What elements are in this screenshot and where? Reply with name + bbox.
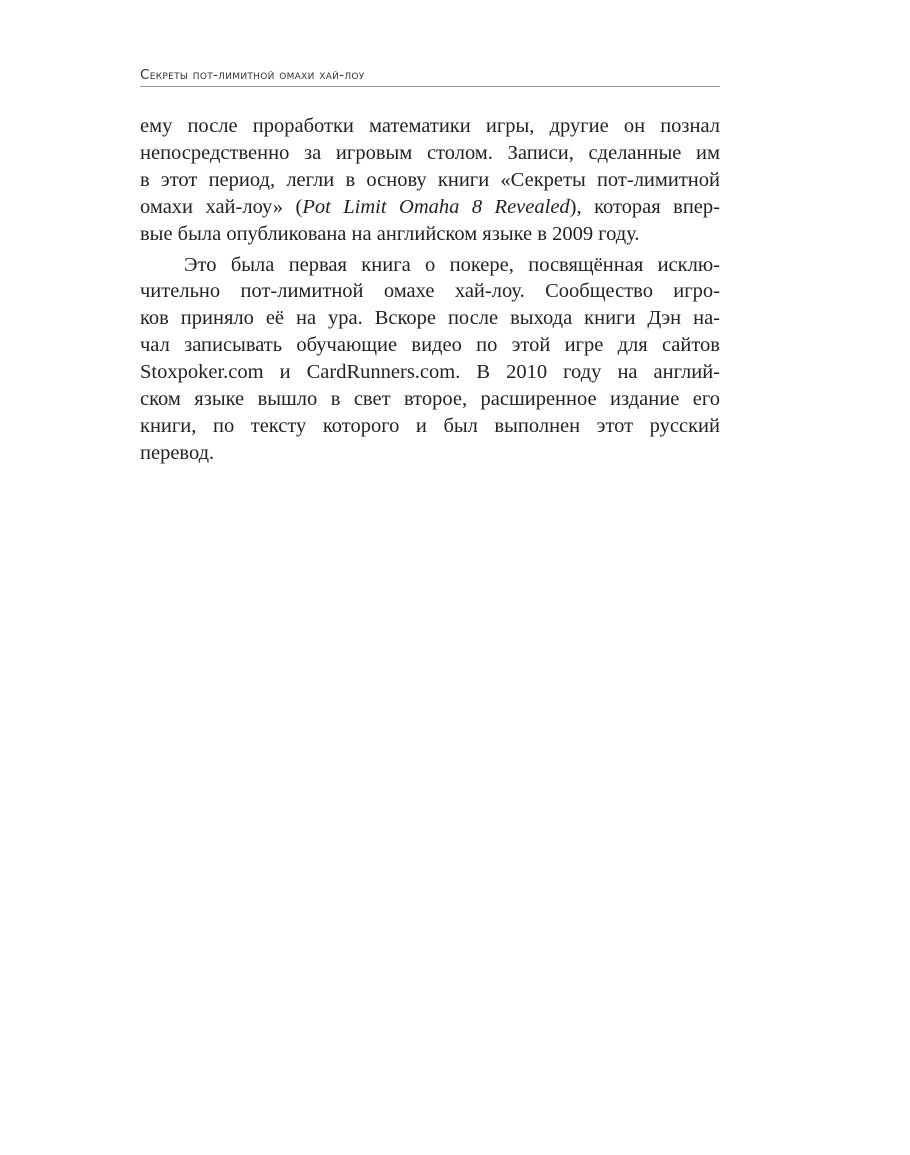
paragraph-2 (140, 252, 720, 467)
paragraph-1 (140, 113, 720, 248)
paragraph-2-line-6: ском языке вышло в свет второе, расширенное издание его (140, 388, 720, 411)
paragraph-2-line-3: ков приняло её на ура. Вскоре после выхода книги Дэн на- (140, 307, 720, 330)
paragraph-1-line-1: ему после проработки математики игры, другие он познал (140, 115, 720, 137)
english-book-title: Pot Limit Omaha 8 Revealed (302, 195, 570, 218)
paragraph-1-line-2: непосредственно за игровым столом. Записи, сделанные им (140, 141, 720, 164)
paragraph-2-line-1: Это была первая книга о покере, посвящённая исклю- (184, 253, 720, 276)
paragraph-2-line-2: чительно пот-лимитной омахе хай-лоу. Сообщество игро- (140, 280, 720, 303)
paragraph-2-line-4: чал записывать обучающие видео по этой игре для сайтов (140, 334, 720, 357)
paragraph-1-line-4 (140, 194, 720, 221)
paragraph-1-line-3: в этот период, легли в основу книги «Секреты пот-лимитной (140, 168, 720, 191)
page-body (140, 113, 720, 467)
paragraph-1-line-4-end: ), которая впер- (569, 195, 720, 218)
paragraph-2-line-7: книги, по тексту которого и был выполнен этот русский (140, 414, 720, 437)
paragraph-1-line-4-start: омахи хай-лоу» ( (140, 195, 303, 218)
paragraph-2-line-8: перевод. (140, 441, 215, 464)
running-header: Секреты пот-лимитной омахи хай-лоу (140, 67, 720, 87)
paragraph-2-line-5: Stoxpoker.com и CardRunners.com. В 2010 году на англий- (140, 361, 720, 384)
paragraph-1-line-5: вые была опубликована на английском языке в 2009 году. (140, 222, 640, 245)
